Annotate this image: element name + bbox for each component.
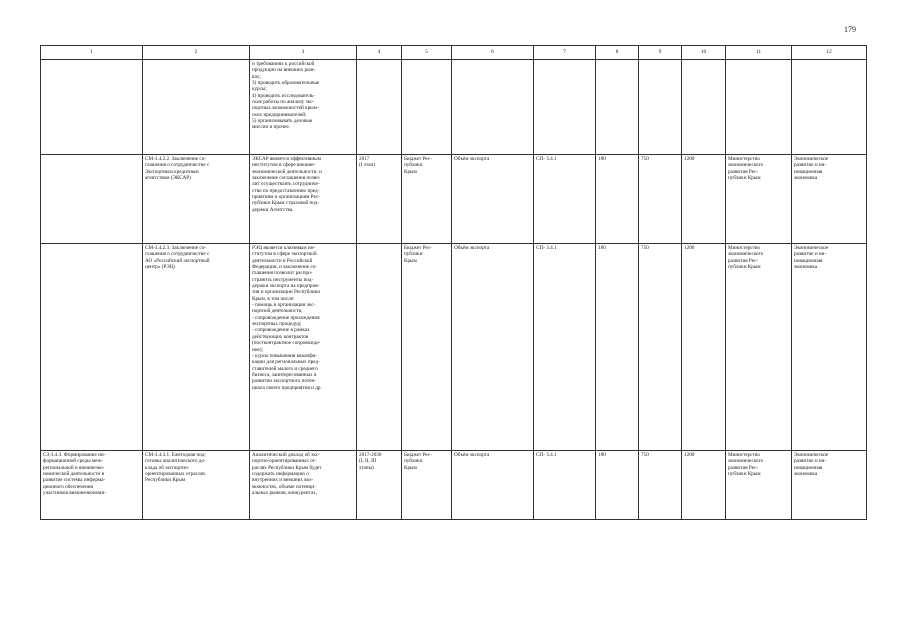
page-number: 179 [844,25,856,34]
table-cell: 750 [639,155,682,244]
table-row [41,155,867,244]
column-header: 9 [639,46,682,60]
table-cell: 2017 (I этап) [357,155,402,244]
column-header: 5 [402,46,452,60]
table-cell [534,60,596,155]
table-cell: СП- 3.4.1 [534,244,596,451]
column-header: 12 [792,46,867,60]
table-cell: СМ-3.4.2.2. Заключение со- глашения о сотрудничестве с Экспортным кредитным агентством (ЭКСАР) [143,155,250,244]
table-cell: СМ-3.4.3.1. Ежегодная под- готовка аналитического до- клада об экспортно- ориентированных отраслях Республики Крым [143,451,250,520]
table-cell: Бюджет Рес- публики Крым [402,451,452,520]
table-cell [682,60,726,155]
column-header: 1 [41,46,143,60]
table-cell [41,60,143,155]
table-cell [41,155,143,244]
table-cell: СП- 3.4.1 [534,451,596,520]
table-cell: Бюджет Рес- публики Крым [402,244,452,451]
table-cell: СЗ-3.4.3. Формирование ин- формационной среды меж- региональной и внешнеэко- номической деятельности в развитие системы информа- ционного обеспечения участников внешнеэкономи- [41,451,143,520]
table-cell [452,60,534,155]
table-cell: 180 [596,155,639,244]
column-header: 10 [682,46,726,60]
table-cell [792,60,867,155]
table-cell [639,60,682,155]
column-header: 3 [250,46,357,60]
column-header: 7 [534,46,596,60]
table-cell: и требованиях к российской продукции на внешних рын- ках; 3) проводить образовательные курсы; 4) проводить исследователь- ские работы по анализу экс- портных возможностей крым- ских предпринимателей; 5) организовывать деловые миссии и прочее. [250,60,357,155]
table-cell: 1200 [682,244,726,451]
table-cell: Объём экспорта [452,451,534,520]
table-cell: Бюджет Рес- публики Крым [402,155,452,244]
table-cell: Министерство экономического развития Рес- публики Крым [726,451,792,520]
table-cell: 180 [596,451,639,520]
table-cell [357,60,402,155]
table-cell: СП- 3.4.1 [534,155,596,244]
table-cell [143,60,250,155]
table-cell: Объём экспорта [452,155,534,244]
table-cell: 180 [596,244,639,451]
table-row [41,60,867,155]
table-cell: Экономическое развитие и ин- новационная экономика [792,451,867,520]
table-cell: Экономическое развитие и ин- новационная экономика [792,155,867,244]
column-header: 6 [452,46,534,60]
program-table [40,45,867,520]
column-header: 11 [726,46,792,60]
table-cell [402,60,452,155]
table-cell: Министерство экономического развития Рес- публики Крым [726,155,792,244]
table-cell [41,244,143,451]
table-row [41,451,867,520]
table-cell: Объём экспорта [452,244,534,451]
column-header: 4 [357,46,402,60]
table-cell: 750 [639,244,682,451]
table-cell: 1200 [682,155,726,244]
column-header: 2 [143,46,250,60]
table-cell [357,244,402,451]
table-cell: РЭЦ является ключевым ин- ститутом в сфере экспортной деятельности в Российской Федерации, и заключение со- глашения позволит распро- странить инструменты под- держки экспорта на предприя- тия и организации Республики Крым, в том числе: - помощь в организации экс- портной деятельности, - сопровождение прохождения экспортных процедур; - сопровождение в рамках действующих контрактов (постконтрактное сопровожде- ние); - курсы повышения квалифи- кации для региональных пред- ставителей малого и среднего бизнеса, заинтересованных в развитии экспортного потен- циала своего предприятия и др. [250,244,357,451]
table-cell [726,60,792,155]
table-cell: 750 [639,451,682,520]
table-cell: СМ-3.4.2.3. Заключение со- глашения о сотрудничестве с АО «Российский экспортный центр» (РЭЦ) [143,244,250,451]
table-cell: 2017-2030 (I, II, III этапы) [357,451,402,520]
table-row [41,244,867,451]
column-header: 8 [596,46,639,60]
table-cell: Экономическое развитие и ин- новационная экономика [792,244,867,451]
table-cell: 1200 [682,451,726,520]
table-cell [596,60,639,155]
table-cell: Министерство экономического развития Рес- публики Крым [726,244,792,451]
table-cell: ЭКСАР является эффективным институтом в сфере внешне- экономической деятельности, и заключение соглашения позво- лит осуществлять сотрудниче- ство по предоставлению пред- приятиям и организациям Рес- публики Крым страховой под- держки Агентства. [250,155,357,244]
table-cell: Аналитический доклад об экс- портно-ориентированных от- раслях Республики Крым будет содержать информацию о внутренних и внешних воз- можностях, объеме потенци- альных рынков, конкурентах, [250,451,357,520]
header-row [41,46,867,60]
